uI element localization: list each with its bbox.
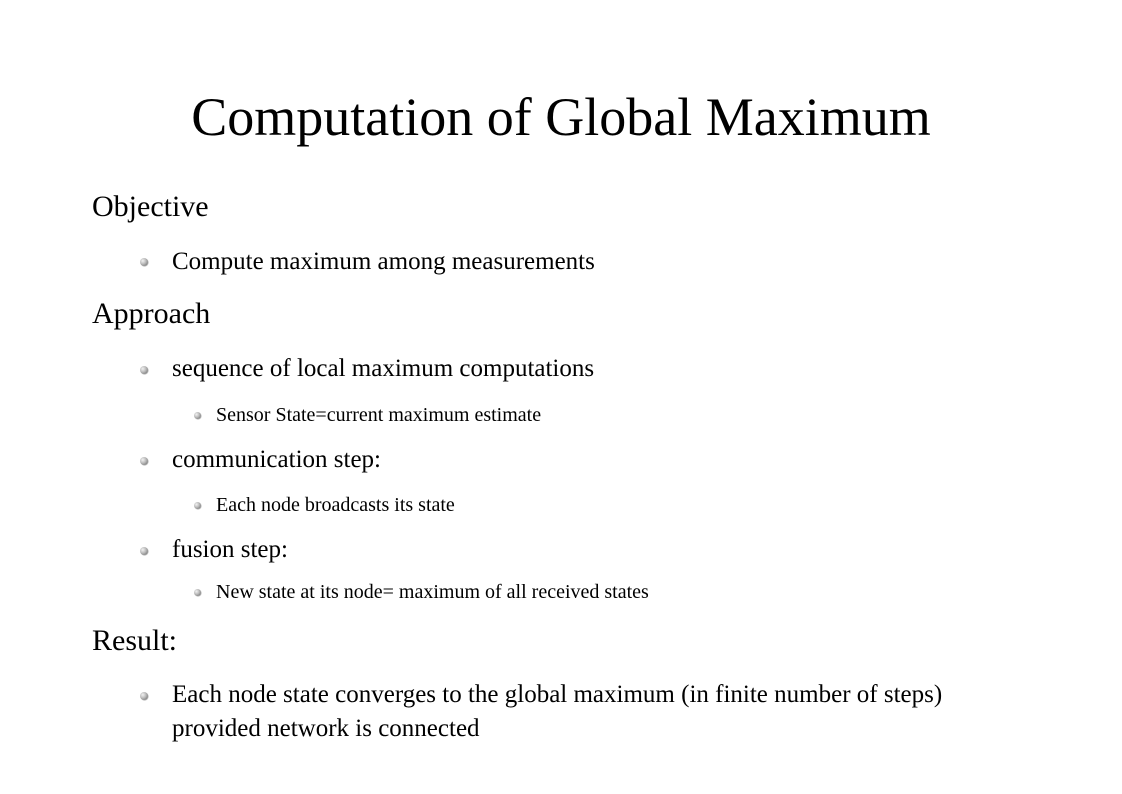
section-heading-approach: Approach [92, 297, 211, 330]
bullet-icon [140, 692, 148, 700]
approach-item: fusion step: [172, 536, 288, 563]
approach-subitem: New state at its node= maximum of all received states [216, 581, 649, 603]
bullet-icon [140, 258, 148, 266]
approach-item: sequence of local maximum computations [172, 355, 595, 382]
slide-title: Computation of Global Maximum [191, 87, 931, 147]
approach-item: communication step: [172, 446, 381, 473]
sub-bullet-icon [194, 502, 201, 509]
section-heading-objective: Objective [92, 190, 209, 223]
objective-item: Compute maximum among measurements [172, 248, 595, 275]
bullet-icon [140, 457, 148, 465]
result-item: Each node state converges to the global maximum (in finite number of steps) provided network is connected [172, 681, 943, 742]
sub-bullet-icon [194, 412, 201, 419]
section-heading-result: Result: [92, 624, 178, 657]
approach-subitem: Sensor State=current maximum estimate [216, 404, 542, 426]
bullet-icon [140, 366, 148, 374]
sub-bullet-icon [194, 589, 201, 596]
bullet-icon [140, 547, 148, 555]
approach-subitem: Each node broadcasts its state [216, 494, 455, 516]
